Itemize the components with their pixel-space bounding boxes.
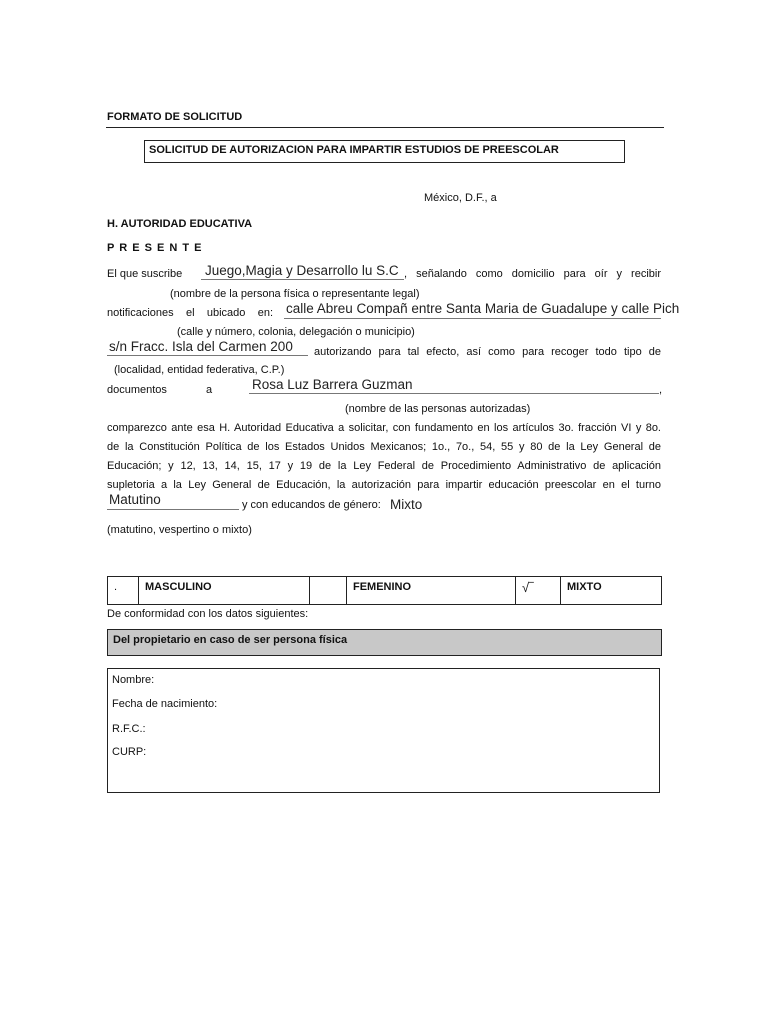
line2-word: notificaciones [107, 307, 174, 319]
mixto-label: MIXTO [561, 577, 662, 605]
locality-field-value[interactable]: s/n Fracc. Isla del Carmen 200 [109, 339, 293, 354]
paragraph-line: de la Constitución Política de los Estados Unidos Mexicanos; 1o., 7o., 54, 55 y 80 de la Ley General de [107, 441, 661, 453]
addressee: H. AUTORIDAD EDUCATIVA [107, 218, 253, 230]
note-persons: (nombre de las personas autorizadas) [345, 403, 531, 415]
gender-row [108, 577, 662, 605]
locality-field-underline [107, 355, 308, 356]
line2-word: en: [257, 307, 273, 319]
masculino-checkbox[interactable] [310, 577, 347, 605]
persons-field-value[interactable]: Rosa Luz Barrera Guzman [252, 377, 413, 392]
line3-suffix: autorizando para tal efecto, así como para recoger todo tipo de [314, 346, 661, 358]
owner-field-curp[interactable]: CURP: [112, 746, 147, 758]
owner-section-title: Del propietario en caso de ser persona física [113, 634, 348, 646]
gender-cell-blank: . [108, 577, 139, 605]
line2-word: el [185, 307, 195, 319]
gender-table [107, 576, 662, 605]
conformity-text: De conformidad con los datos siguientes: [107, 608, 309, 620]
shift-field-value[interactable]: Matutino [109, 492, 161, 507]
turno-middle: y con educandos de género: [242, 499, 381, 511]
name-field-value[interactable]: Juego,Magia y Desarrollo lu S.C [205, 263, 399, 278]
presente-heading: P R E S E N T E [107, 242, 203, 254]
owner-field-birthdate[interactable]: Fecha de nacimiento: [112, 698, 218, 710]
femenino-checkbox[interactable]: √‾ [516, 577, 561, 605]
note-locality: (localidad, entidad federativa, C.P.) [114, 364, 285, 376]
shift-field-underline [107, 509, 239, 510]
address-field-underline [284, 318, 661, 319]
paragraph-line: supletoria a la Ley General de Educación, la autorización para impartir educación preescolar en el turno [107, 479, 661, 491]
paragraph-line: Educación; y 12, 13, 14, 15, 17 y 19 de la Ley Federal de Procedimiento Administrativo de aplicación [107, 460, 661, 472]
line1-prefix: El que suscribe [107, 268, 183, 280]
line4-suffix: , [659, 384, 663, 396]
request-title-box [144, 140, 625, 163]
name-field-underline [201, 279, 404, 280]
line2-prefix [107, 307, 273, 319]
note-address: (calle y número, colonia, delegación o municipio) [177, 326, 415, 338]
place-date: México, D.F., a [424, 192, 497, 204]
femenino-label: FEMENINO [347, 577, 516, 605]
line1-suffix: , señalando como domicilio para oír y recibir [404, 268, 661, 280]
gender-field-value[interactable]: Mixto [390, 497, 423, 512]
note-name: (nombre de la persona física o representante legal) [170, 288, 420, 300]
line4-word: a [206, 384, 213, 396]
masculino-label: MASCULINO [139, 577, 310, 605]
note-shift: (matutino, vespertino o mixto) [107, 524, 252, 536]
format-label: FORMATO DE SOLICITUD [107, 111, 243, 123]
request-title: SOLICITUD DE AUTORIZACION PARA IMPARTIR ESTUDIOS DE PREESCOLAR [149, 144, 559, 156]
paragraph-line: comparezco ante esa H. Autoridad Educativa a solicitar, con fundamento en los artículos 3o. fracción VI y 8o. [107, 422, 661, 434]
address-field-value[interactable]: calle Abreu Compañ entre Santa Maria de Guadalupe y calle Pich [286, 301, 680, 316]
persons-field-underline [249, 393, 659, 394]
owner-section-header [107, 629, 662, 656]
owner-field-rfc[interactable]: R.F.C.: [112, 723, 146, 735]
owner-field-nombre[interactable]: Nombre: [112, 674, 155, 686]
title-rule [106, 127, 664, 128]
line4-word: documentos [107, 384, 167, 396]
line2-word: ubicado [206, 307, 246, 319]
owner-info-box [107, 668, 660, 793]
